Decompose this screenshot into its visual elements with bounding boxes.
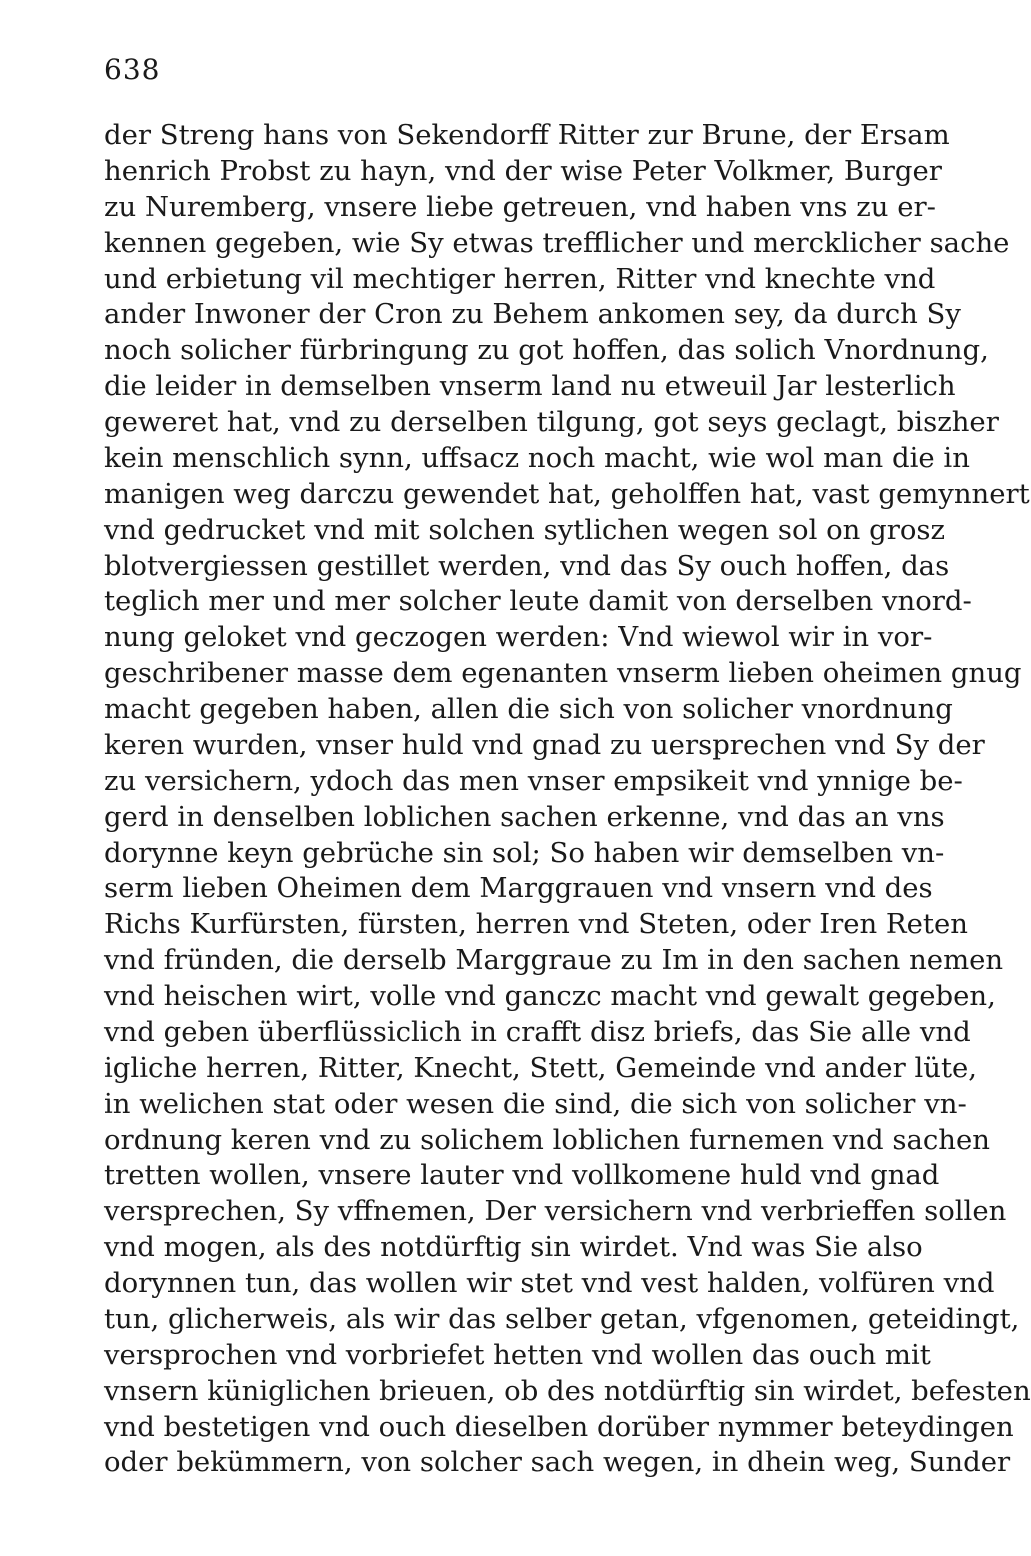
text-line: vnd geben überflüssiclich in crafft disz briefs, das Sie alle vnd xyxy=(104,1015,971,1048)
text-line: vnd mogen, als des notdürftig sin wirdet. Vnd was Sie also xyxy=(104,1231,923,1264)
text-line: versprochen vnd vorbriefet hetten vnd wollen das ouch mit xyxy=(104,1338,931,1371)
text-line: vnd bestetigen vnd ouch dieselben dorüber nymmer beteydingen xyxy=(104,1410,1014,1443)
text-line: ander Inwoner der Cron zu Behem ankomen sey, da durch Sy xyxy=(104,298,961,331)
text-line: Richs Kurfürsten, fürsten, herren vnd Steten, oder Iren Reten xyxy=(104,908,968,941)
text-line: serm lieben Oheimen dem Marggrauen vnd vnsern vnd des xyxy=(104,872,933,905)
text-line: igliche herren, Ritter, Knecht, Stett, Gemeinde vnd ander lüte, xyxy=(104,1051,978,1084)
page-number: 638 xyxy=(104,53,161,86)
text-line: keren wurden, vnser huld vnd gnad zu uersprechen vnd Sy der xyxy=(104,728,985,761)
text-line: manigen weg darczu gewendet hat, geholffen hat, vast gemynnert xyxy=(104,477,1030,510)
text-line: zu Nuremberg, vnsere liebe getreuen, vnd haben vns zu er- xyxy=(104,190,936,223)
text-line: vnsern küniglichen brieuen, ob des notdürftig sin wirdet, befesten xyxy=(104,1374,1031,1407)
text-line: vnd heischen wirt, volle vnd ganczc macht vnd gewalt gegeben, xyxy=(104,980,996,1012)
text-line: und erbietung vil mechtiger herren, Ritter vnd knechte vnd xyxy=(104,262,936,295)
text-line: der Streng hans von Sekendorff Ritter zur Brune, der Ersam xyxy=(104,119,950,151)
text-line: ordnung keren vnd zu solichem loblichen furnemen vnd sachen xyxy=(104,1123,991,1156)
text-line: gerd in denselben loblichen sachen erkenne, vnd das an vns xyxy=(104,800,945,833)
text-line: macht gegeben haben, allen die sich von solicher vnordnung xyxy=(104,693,953,725)
text-line: blotvergiessen gestillet werden, vnd das Sy ouch hoffen, das xyxy=(104,549,950,582)
text-line: nung geloket vnd geczogen werden: Vnd wiewol wir in vor- xyxy=(104,621,933,654)
text-line: dorynne keyn gebrüche sin sol; So haben wir demselben vn- xyxy=(104,836,945,869)
text-line: zu versichern, ydoch das men vnser empsikeit vnd ynnige be- xyxy=(104,764,963,797)
body-text xyxy=(104,118,1031,1481)
text-line: oder bekümmern, von solcher sach wegen, in dhein weg, Sunder xyxy=(104,1446,1011,1479)
text-line: tretten wollen, vnsere lauter vnd vollkomene huld vnd gnad xyxy=(104,1159,940,1192)
text-line: dorynnen tun, das wollen wir stet vnd vest halden, volfüren vnd xyxy=(104,1267,995,1299)
text-line: noch solicher fürbringung zu got hoffen, das solich Vnordnung, xyxy=(104,334,989,367)
text-line: kein menschlich synn, uffsacz noch macht, wie wol man die in xyxy=(104,441,970,474)
text-line: vnd fründen, die derselb Marggraue zu Im in den sachen nemen xyxy=(104,944,1004,977)
text-line: teglich mer und mer solcher leute damit von derselben vnord- xyxy=(104,585,972,618)
text-line: tun, glicherweis, als wir das selber getan, vfgenomen, geteidingt, xyxy=(104,1302,1020,1335)
text-line: henrich Probst zu hayn, vnd der wise Peter Volkmer, Burger xyxy=(104,154,942,187)
text-line: geweret hat, vnd zu derselben tilgung, got seys geclagt, biszher xyxy=(104,406,999,438)
text-line: die leider in demselben vnserm land nu etweuil Jar lesterlich xyxy=(104,370,956,403)
text-line: in welichen stat oder wesen die sind, die sich von solicher vn- xyxy=(104,1087,967,1120)
text-line: geschribener masse dem egenanten vnserm lieben oheimen gnug xyxy=(104,657,1022,690)
text-line: vnd gedrucket vnd mit solchen sytlichen wegen sol on grosz xyxy=(104,513,946,546)
text-line: kennen gegeben, wie Sy etwas trefflicher und mercklicher sache xyxy=(104,226,1010,259)
text-line: versprechen, Sy vffnemen, Der versichern vnd verbrieffen sollen xyxy=(104,1195,1007,1228)
